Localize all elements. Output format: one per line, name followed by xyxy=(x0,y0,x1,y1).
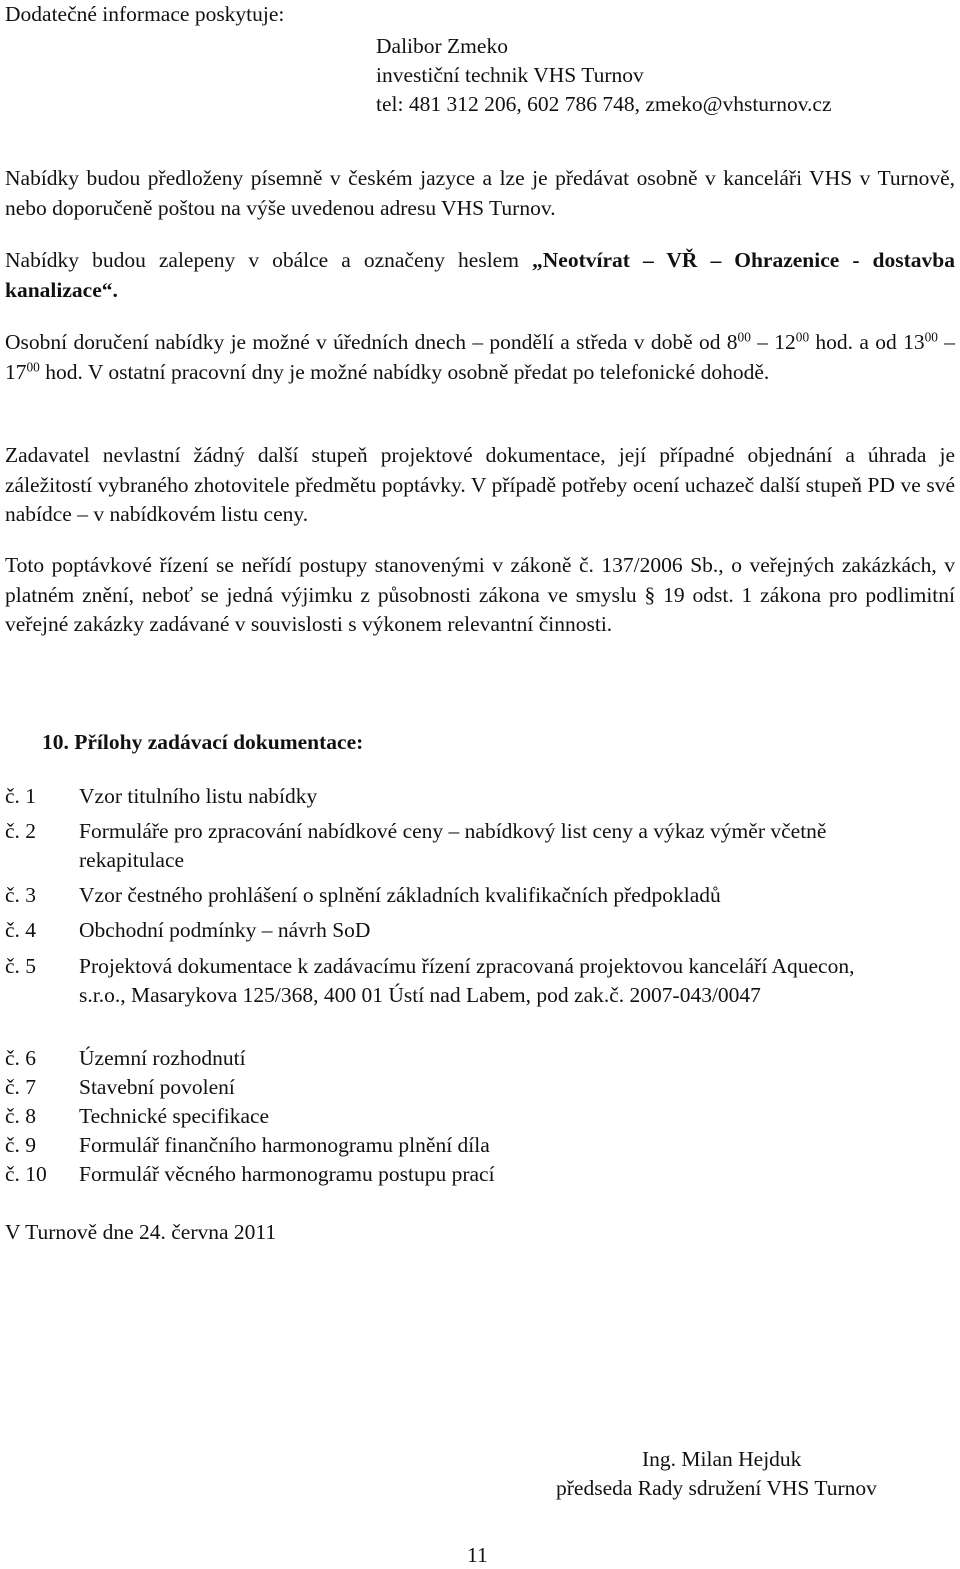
attachment-text: Projektová dokumentace k zadávacímu řízení zpracovaná projektovou kanceláří Aquecon, s.r.o., Masarykova 125/368, 400 01 Ústí nad Labem, pod zak.č. 2007-043/0047 xyxy=(79,954,855,1007)
signatory-title: předseda Rady sdružení VHS Turnov xyxy=(556,1476,877,1500)
document-date: V Turnově dne 24. června 2011 xyxy=(5,1220,277,1244)
attachment-item xyxy=(5,782,889,811)
attachment-text: Územní rozhodnutí xyxy=(79,1046,246,1070)
delivery-text-a: Osobní doručení nabídky je možné v úředních dnech – pondělí a středa v době od 8 xyxy=(5,330,738,354)
delivery-sup: 00 xyxy=(795,329,810,345)
paragraph-delivery xyxy=(5,328,955,387)
delivery-text-c: hod. a od 13 xyxy=(809,330,925,354)
attachment-item xyxy=(5,1102,889,1131)
attachment-item xyxy=(5,1160,889,1189)
attachment-text: Formulář věcného harmonogramu postupu prací xyxy=(79,1162,495,1186)
attachment-item xyxy=(5,817,889,875)
attachment-number: č. 1 xyxy=(5,784,37,808)
contact-role: investiční technik VHS Turnov xyxy=(376,63,644,87)
attachment-text: Vzor čestného prohlášení o splnění základních kvalifikačních předpokladů xyxy=(79,883,721,907)
attachment-number: č. 8 xyxy=(5,1104,37,1128)
attachment-text: Formuláře pro zpracování nabídkové ceny – nabídkový list ceny a výkaz výměr včetně rekapitulace xyxy=(79,819,827,872)
contact-phone: tel: 481 312 206, 602 786 748, zmeko@vhsturnov.cz xyxy=(376,92,832,116)
paragraph-envelope xyxy=(5,246,955,305)
attachment-item xyxy=(5,1131,889,1160)
page-number: 11 xyxy=(467,1543,488,1567)
paragraph-legal: Toto poptávkové řízení se neřídí postupy stanovenými v zákoně č. 137/2006 Sb., o veřejných zakázkách, v platném znění, neboť se jedná výjimku z působnosti zákona ve smyslu § 19 odst. 1 zákona pro podlimitní veřejné zakázky zadávané v souvislosti s výkonem relevantní činnosti. xyxy=(5,553,955,636)
attachment-item xyxy=(5,881,889,910)
attachment-text: Obchodní podmínky – návrh SoD xyxy=(79,918,371,942)
attachment-number: č. 5 xyxy=(5,954,37,978)
attachment-item xyxy=(5,1044,889,1073)
section-heading: 10. Přílohy zadávací dokumentace: xyxy=(42,730,364,754)
attachment-item xyxy=(5,952,889,1010)
paragraph-documentation: Zadavatel nevlastní žádný další stupeň projektové dokumentace, její případné objednání a úhrada je záležitostí vybraného zhotovitele předmětu poptávky. V případě potřeby ocení uchazeč další stupeň PD ve své nabídce – v nabídkovém listu ceny. xyxy=(5,443,955,526)
attachment-number: č. 3 xyxy=(5,883,37,907)
delivery-text-d: – 17 xyxy=(5,330,955,384)
paragraph-submission: Nabídky budou předloženy písemně v českém jazyce a lze je předávat osobně v kanceláři VHS v Turnově, nebo doporučeně poštou na výše uvedenou adresu VHS Turnov. xyxy=(5,166,955,220)
attachment-text: Vzor titulního listu nabídky xyxy=(79,784,318,808)
delivery-sup: 00 xyxy=(737,329,751,345)
delivery-text-b: – 12 xyxy=(750,330,796,354)
attachment-number: č. 2 xyxy=(5,819,37,843)
contact-name: Dalibor Zmeko xyxy=(376,34,508,58)
envelope-text: Nabídky budou zalepeny v obálce a označeny heslem xyxy=(5,248,532,272)
attachment-item xyxy=(5,1073,889,1102)
delivery-text-e: hod. V ostatní pracovní dny je možné nabídky osobně předat po telefonické dohodě. xyxy=(39,359,770,384)
attachment-text: Technické specifikace xyxy=(79,1104,270,1128)
attachment-text: Formulář finančního harmonogramu plnění díla xyxy=(79,1133,490,1157)
attachment-item xyxy=(5,916,889,945)
delivery-sup: 00 xyxy=(26,359,40,375)
attachment-number: č. 4 xyxy=(5,918,37,942)
attachment-text: Stavební povolení xyxy=(79,1075,235,1099)
signatory-name: Ing. Milan Hejduk xyxy=(642,1447,802,1471)
envelope-password: „Neotvírat – VŘ – Ohrazenice - dostavba kanalizace“. xyxy=(5,248,955,302)
attachment-number: č. 10 xyxy=(5,1162,47,1186)
intro-line: Dodatečné informace poskytuje: xyxy=(5,2,285,26)
attachment-number: č. 7 xyxy=(5,1075,37,1099)
attachment-number: č. 6 xyxy=(5,1046,37,1070)
delivery-sup: 00 xyxy=(924,329,938,345)
attachment-number: č. 9 xyxy=(5,1133,37,1157)
